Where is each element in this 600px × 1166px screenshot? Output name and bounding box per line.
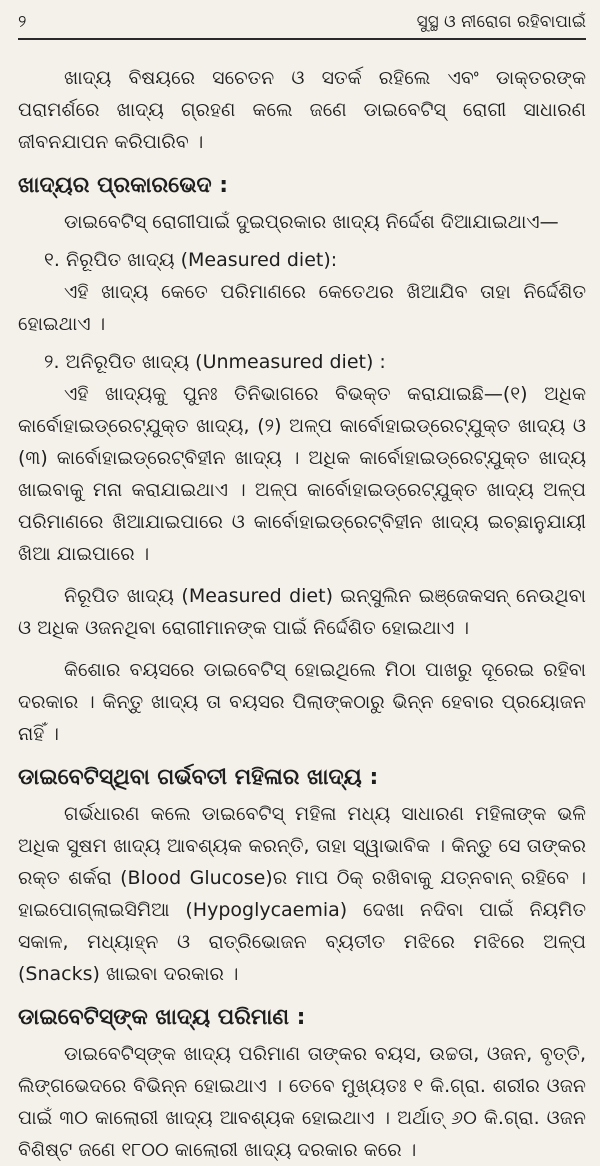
heading-pregnant-women: ଡାଇବେଟିସ୍‌ଥିବା ଗର୍ଭବତୀ ମହିଳାର ଖାଦ୍ୟ : bbox=[18, 765, 379, 790]
heading-food-types: ଖାଦ୍ୟର ପ୍ରକାରଭେଦ : bbox=[18, 173, 229, 198]
page-body bbox=[18, 62, 586, 1166]
measured-diet-text: ଏହି ଖାଦ୍ୟ କେତେ ପରିମାଣରେ କେତେଥର ଖିଆଯିବ ତାହା ନିର୍ଦ୍ଦେଶିତ ହୋଇଥାଏ । bbox=[18, 281, 586, 335]
running-title: ସୁସ୍ଥ ଓ ନୀରୋଗ ରହିବାପାଇଁ bbox=[416, 12, 586, 32]
unmeasured-diet-text: ଏହି ଖାଦ୍ୟକୁ ପୁନଃ ତିନିଭାଗରେ ବିଭକ୍ତ କରାଯାଇଛି—(୧) ଅଧିକ କାର୍ବୋହାଇଡ୍ରେଟ୍‌ଯୁକ୍ତ ଖାଦ୍ୟ, (୨) ଅଳ୍ପ କାର୍ବୋହାଇଡ୍ରେଟ୍‌ଯୁକ୍ତ ଖାଦ୍ୟ ଓ (୩) କାର୍ବୋହାଇଡ୍ରେଟ୍‌ବିହୀନ ଖାଦ୍ୟ । ଅଧିକ କାର୍ବୋହାଇଡ୍ରେଟ୍‌ଯୁକ୍ତ ଖାଦ୍ୟ ଖାଇବାକୁ ମନା କରାଯାଇଥାଏ । ଅଳ୍ପ କାର୍ବୋହାଇଡ୍ରେଟ୍‌ଯୁକ୍ତ ଖାଦ୍ୟ ଅଳ୍ପ ପରିମାଣରେ ଖିଆଯାଇପାରେ ଓ କାର୍ବୋହାଇଡ୍ରେଟ୍‌ବିହୀନ ଖାଦ୍ୟ ଇଚ୍ଛାନୁଯାୟୀ ଖିଆ ଯାଇପାରେ । bbox=[18, 383, 586, 565]
unmeasured-diet-label: ୨. ଅନିରୂପିତ ଖାଦ୍ୟ (Unmeasured diet) : bbox=[44, 351, 386, 373]
measured-diet-label: ୧. ନିରୂପିତ ଖାଦ୍ୟ (Measured diet): bbox=[44, 249, 338, 271]
heading-food-quantity: ଡାଇବେଟିସ୍‌ଙ୍କ ଖାଦ୍ୟ ପରିମାଣ : bbox=[18, 1005, 306, 1030]
measured-diet-target: ନିରୂପିତ ଖାଦ୍ୟ (Measured diet) ଇନ୍‌ସୁଲିନ ଇଞ୍ଜେକସନ୍ ନେଉଥିବା ଓ ଅଧିକ ଓଜନଥିବା ରୋଗୀମାନଙ୍କ ପାଇଁ ନିର୍ଦ୍ଦେଶିତ ହୋଇଥାଏ । bbox=[18, 585, 586, 639]
intro-paragraph: ଖାଦ୍ୟ ବିଷୟରେ ସଚେତନ ଓ ସତର୍କ ରହିଲେ ଏବଂ ଡାକ୍ତରଙ୍କ ପରାମର୍ଶରେ ଖାଦ୍ୟ ଗ୍ରହଣ କଲେ ଜଣେ ଡାଇବେଟିସ୍ ରୋଗୀ ସାଧାରଣ ଜୀବନଯାପନ କରିପାରିବ । bbox=[18, 67, 586, 153]
types-intro: ଡାଇବେଟିସ୍ ରୋଗୀପାଇଁ ଦୁଇପ୍ରକାର ଖାଦ୍ୟ ନିର୍ଦ୍ଦେଶ ଦିଆଯାଇଥାଏ— bbox=[64, 211, 559, 233]
adolescent-paragraph: କିଶୋର ବୟସରେ ଡାଇବେଟିସ୍ ହୋଇଥିଲେ ମିଠା ପାଖରୁ ଦୂରେଇ ରହିବା ଦରକାର । କିନ୍ତୁ ଖାଦ୍ୟ ତା ବୟସର ପିଲାଙ୍କଠାରୁ ଭିନ୍ନ ହେବାର ପ୍ରୟୋଜନ ନାହିଁ । bbox=[18, 659, 586, 745]
page-number: ୨ bbox=[18, 12, 27, 32]
quantity-paragraph: ଡାଇବେଟିସ୍‌ଙ୍କ ଖାଦ୍ୟ ପରିମାଣ ତାଙ୍କର ବୟସ, ଉଚ୍ଚତା, ଓଜନ, ବୃତ୍ତି, ଲିଙ୍ଗଭେଦରେ ବିଭିନ୍ନ ହୋଇଥାଏ । ତେବେ ମୁଖ୍ୟତଃ ୧ କି.ଗ୍ରା. ଶରୀର ଓଜନ ପାଇଁ ୩୦ କାଲୋରୀ ଖାଦ୍ୟ ଆବଶ୍ୟକ ହୋଇଥାଏ । ଅର୍ଥାତ୍ ୬୦ କି.ଗ୍ରା. ଓଜନ ବିଶିଷ୍ଟ ଜଣେ ୧୮୦୦ କାଲୋରୀ ଖାଦ୍ୟ ଦରକାର କରେ । bbox=[18, 1043, 586, 1161]
running-header bbox=[18, 12, 586, 40]
pregnant-paragraph: ଗର୍ଭଧାରଣ କଲେ ଡାଇବେଟିସ୍ ମହିଳା ମଧ୍ୟ ସାଧାରଣ ମହିଳାଙ୍କ ଭଳି ଅଧିକ ସୁଷମ ଖାଦ୍ୟ ଆବଶ୍ୟକ କରନ୍ତି, ତାହା ସ୍ୱାଭାବିକ । କିନ୍ତୁ ସେ ତାଙ୍କର ରକ୍ତ ଶର୍କରା (Blood Glucose)ର ମାପ ଠିକ୍ ରଖିବାକୁ ଯତ୍ନବାନ୍ ରହିବେ । ହାଇପୋଗ୍ଲାଇସିମିଆ (Hypoglycaemia) ଦେଖା ନଦିବା ପାଇଁ ନିୟମିତ ସକାଳ, ମଧ୍ୟାହ୍ନ ଓ ରାତ୍ରିଭୋଜନ ବ୍ୟତୀତ ମଝିରେ ମଝିରେ ଅଳ୍ପ (Snacks) ଖାଇବା ଦରକାର । bbox=[18, 803, 586, 985]
